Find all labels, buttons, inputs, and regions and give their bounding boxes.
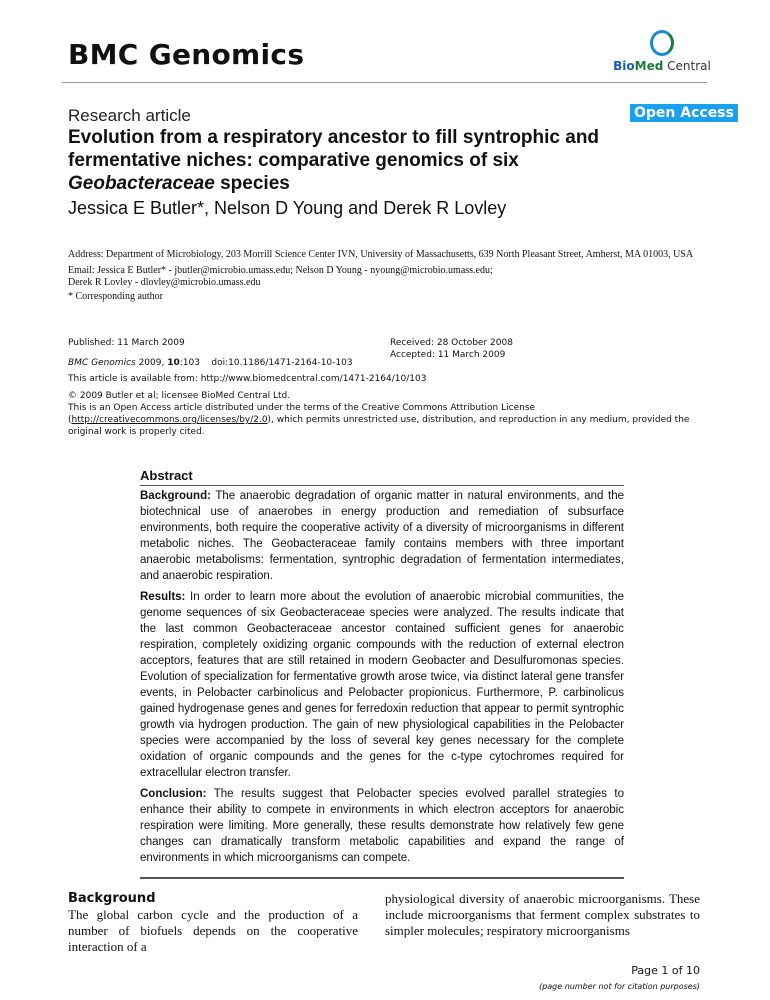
published-date: Published: 11 March 2009 <box>68 338 185 348</box>
logo-ring-icon <box>650 30 674 56</box>
page-number: Page 1 of 10 <box>631 964 700 977</box>
citation: BMC Genomics 2009, 10:103 doi:10.1186/1471-2164-10-103 <box>68 358 353 368</box>
license-link[interactable]: http://creativecommons.org/licenses/by/2.0 <box>71 415 268 425</box>
background-heading: Background <box>68 891 156 906</box>
abstract-conclusion: Conclusion: The results suggest that Pelobacter species evolved parallel strategies to enhance their ability to compete in environments in which electron acceptors for anaerobic respiration were limiting. More generally, these results demonstrate how relatively few gene changes can dramatically transform metabolic capabilities and expand the range of environments in which microorganisms can compete. <box>140 788 624 864</box>
address: Address: Department of Microbiology, 203 Morrill Science Center IVN, University of Massachusetts, 639 North Pleasant Street, Amherst, MA 01003, USA <box>68 249 694 260</box>
abstract <box>140 468 624 879</box>
body-text-right: physiological diversity of anaerobic microorganisms. These include microorganisms that ferment complex substrates to simpler molecules; respiratory microorganisms <box>385 891 700 938</box>
body-text-left: The global carbon cycle and the production of a number of biofuels depends on the cooperative interaction of a <box>68 907 358 954</box>
biomed-central-logo[interactable]: BioMed Central <box>612 30 712 73</box>
copyright: © 2009 Butler et al; licensee BioMed Central Ltd. <box>68 391 291 401</box>
availability-url[interactable]: This article is available from: http://www.biomedcentral.com/1471-2164/10/103 <box>68 374 427 384</box>
article-content <box>68 126 713 955</box>
journal-name: BMC Genomics <box>68 38 305 71</box>
header-divider <box>62 82 707 83</box>
accepted-date: Accepted: 11 March 2009 <box>390 350 506 360</box>
abstract-background: Background: The anaerobic degradation of organic matter in natural environments, and the biotechnical use of anaerobes in energy production and remediation of subsurface environments, both require the cooperative activity of a diversity of microorganisms in different metabolic niches. The Geobacteraceae family contains members with three important anaerobic metabolisms: fermentation, syntrophic degradation of fermentation intermediates, and anaerobic respiration. <box>140 490 624 582</box>
email-line-1: Email: Jessica E Butler* - jbutler@microbio.umass.edu; Nelson D Young - nyoung@microbio.umass.edu; <box>68 265 493 276</box>
email-line-2: Derek R Lovley - dlovley@microbio.umass.edu <box>68 277 261 288</box>
abstract-results: Results: In order to learn more about the evolution of anaerobic microbial communities, the genome sequences of six Geobacteraceae species were analyzed. The results indicate that the last common Geobacteraceae ancestor contained sufficient genes for anaerobic respiration, completely oxidizing organic compounds with the reduction of external electron acceptors, features that are still retained in modern Geobacter and Desulfuromonas species. Evolution of specialization for fermentative growth arose twice, via distinct lateral gene transfer events, in Pelobacter carbinolicus and Pelobacter propionicus. Furthermore, P. carbinolicus gained hydrogenase genes and genes for ferredoxin reduction that appear to permit syntrophic growth via hydrogen production. The gain of new physiological capabilities in the Pelobacter species were accompanied by the loss of several key genes necessary for the complete oxidation of organic compounds and the genes for the c-type cytochromes required for extracellular electron transfer. <box>140 591 624 779</box>
page-number-note: (page number not for citation purposes) <box>539 982 700 991</box>
license-text: This is an Open Access article distributed under the terms of the Creative Commons Attribution License (http://creativecommons.org/licenses/by/2.0), which permits unrestricted use, distribution, and reproduction in any medium, provided the original work is properly cited. <box>68 403 690 437</box>
publication-dates <box>68 337 713 369</box>
body-columns <box>68 891 713 955</box>
body-left-column <box>68 891 358 955</box>
authors: Jessica E Butler*, Nelson D Young and Derek R Lovley <box>68 198 507 218</box>
corresponding-author: * Corresponding author <box>68 291 163 302</box>
received-date: Received: 28 October 2008 <box>390 338 513 348</box>
open-access-badge: Open Access <box>630 104 738 122</box>
article-title: Evolution from a respiratory ancestor to fill syntrophic and fermentative niches: comparative genomics of six Geobacteraceae species <box>68 127 600 194</box>
abstract-heading: Abstract <box>140 468 624 486</box>
article-type: Research article <box>68 106 191 125</box>
